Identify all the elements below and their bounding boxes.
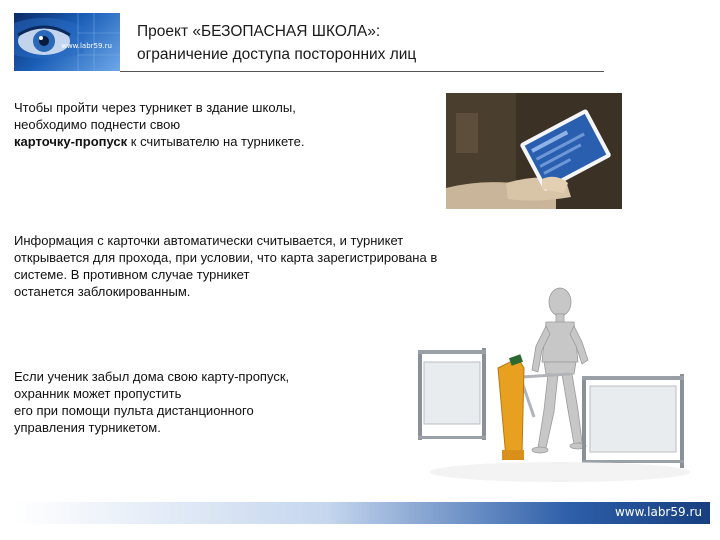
card-reader-photo-image (446, 93, 622, 209)
p2-line-3: системе. В противном случае турникет (14, 267, 250, 282)
p1-line-3-rest: к считывателю на турникете. (127, 134, 305, 149)
p2-line-2: открывается для прохода, при условии, что карта зарегистрирована в (14, 250, 438, 265)
title-line-1: Проект «БЕЗОПАСНАЯ ШКОЛА»: (137, 23, 381, 40)
p1-bold-term: карточку-пропуск (14, 134, 128, 149)
footer-bar (14, 502, 710, 524)
turnstile-illustration (410, 282, 700, 492)
p2-line-4: останется заблокированным. (14, 284, 191, 299)
logo (14, 13, 120, 71)
p3-line-1: Если ученик забыл дома свою карту-пропуск, (14, 369, 290, 384)
p3-line-4: управления турникетом. (14, 420, 161, 435)
title-line-2: ограничение доступа посторонних лиц (137, 46, 417, 63)
p2-line-1: Информация с карточки автоматически считывается, и турникет (14, 233, 404, 248)
p1-line-2: необходимо поднести свою (14, 117, 181, 132)
paragraph-remote-control (14, 368, 289, 436)
p1-line-3 (14, 133, 304, 150)
title-divider (120, 71, 604, 72)
page-title (137, 20, 416, 66)
card-photo (446, 93, 622, 209)
paragraph-auto-read (14, 232, 437, 300)
p3-line-3: его при помощи пульта дистанционного (14, 403, 254, 418)
p3-line-2: охранник может пропустить (14, 386, 182, 401)
turnstile-figure-image (410, 282, 700, 492)
p1-line-1: Чтобы пройти через турникет в здание школы, (14, 100, 296, 115)
logo-text: www.labr59.ru (61, 42, 112, 50)
footer-url: www.labr59.ru (614, 505, 702, 519)
paragraph-card-reader (14, 99, 304, 150)
